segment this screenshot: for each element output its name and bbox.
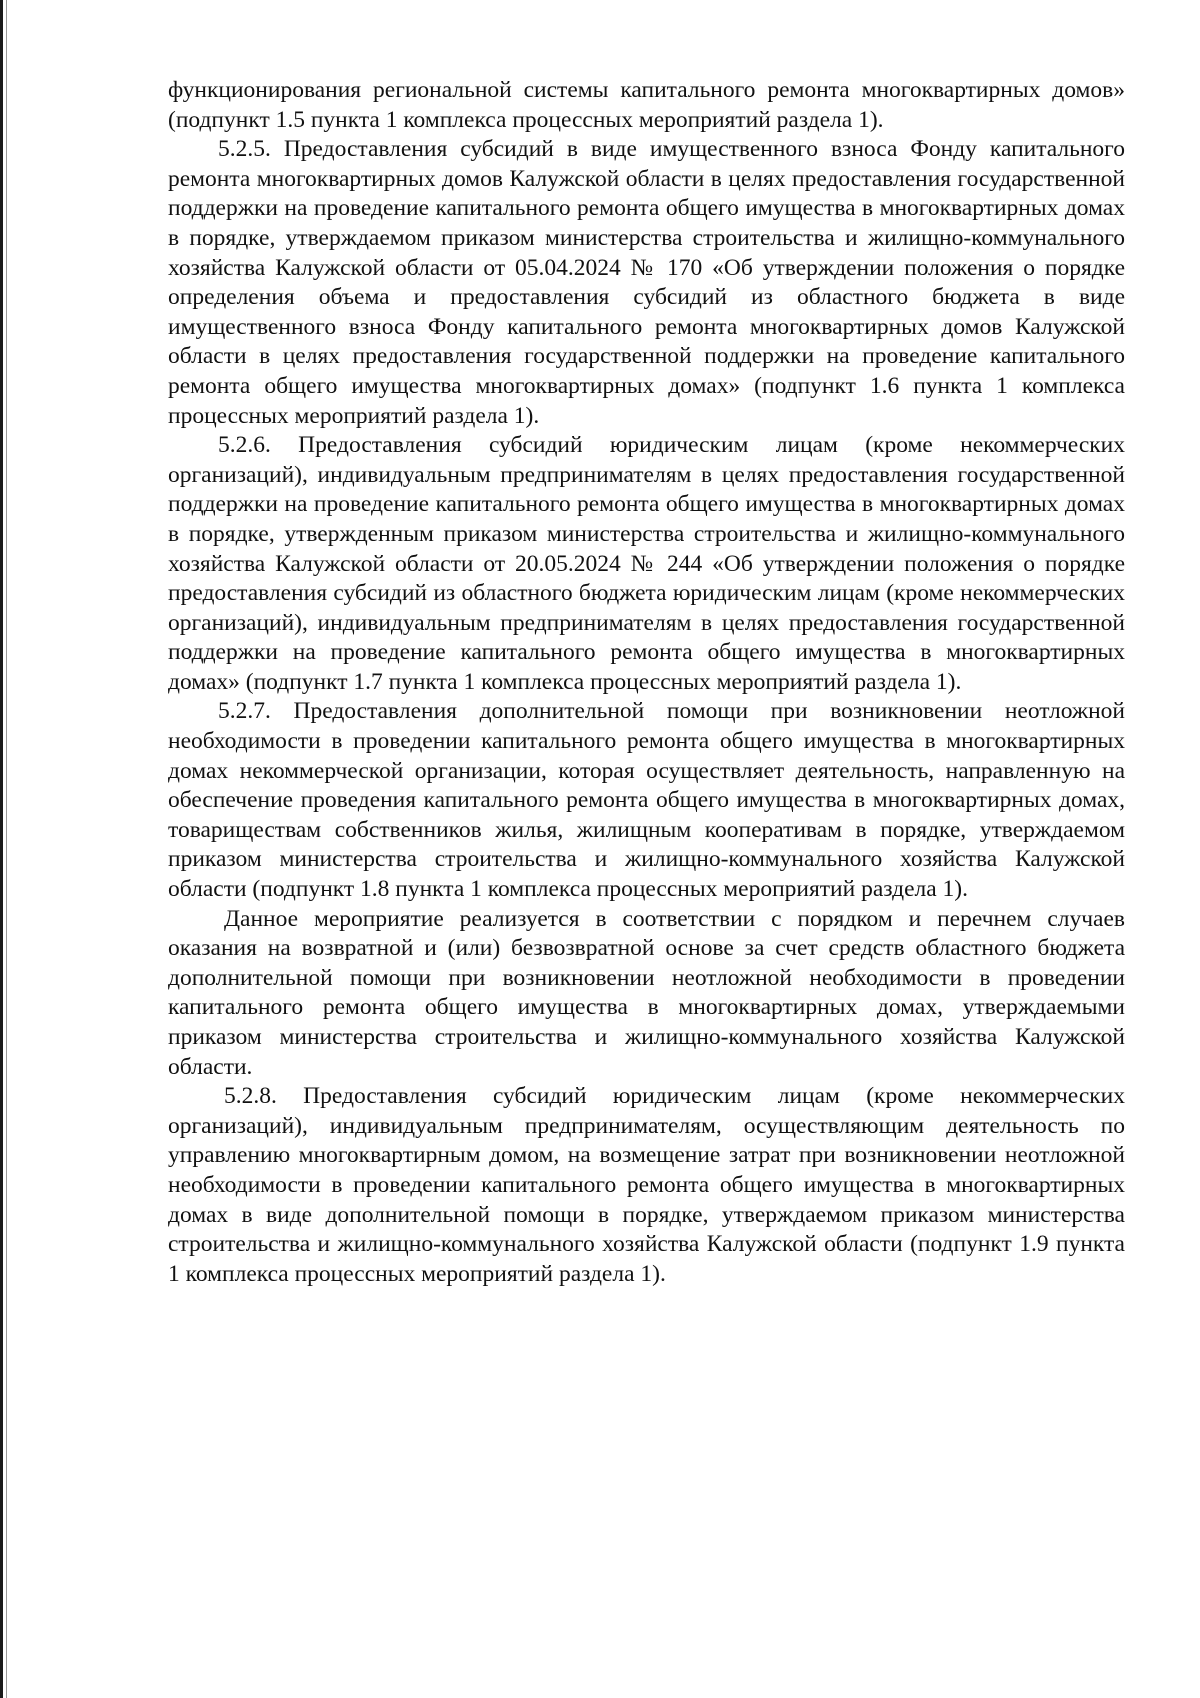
paragraph-5-2-5: 5.2.5. Предоставления субсидий в виде имущественного взноса Фонду капитального ремонта многоквартирных домов Калужской области в целях предоставления государственной поддержки на проведение капитального ремонта общего имущества в многоквартирных домах в порядке, утверждаемом приказом министерства строительства и жилищно-коммунального хозяйства Калужской области от 05.04.2024 № 170 «Об утверждении положения о порядке определения объема и предоставления субсидий из областного бюджета в виде имущественного взноса Фонду капитального ремонта многоквартирных домов Калужской области в целях предоставления государственной поддержки на проведение капитального ремонта общего имущества многоквартирных домах» (подпункт 1.6 пункта 1 комплекса процессных мероприятий раздела 1). — [168, 136, 1125, 429]
document-page — [168, 76, 1125, 1289]
paragraph-implementation-note: Данное мероприятие реализуется в соответствии с порядком и перечнем случаев оказания на возвратной и (или) безвозвратной основе за счет средств областного бюджета дополнительной помощи при возникновении неотложной необходимости в проведении капитального ремонта общего имущества в многоквартирных домах, утверждаемыми приказом министерства строительства и жилищно-коммунального хозяйства Калужской области. — [168, 905, 1125, 1080]
scan-edge-shadow — [0, 0, 3, 1698]
paragraph-5-2-8: 5.2.8. Предоставления субсидий юридическим лицам (кроме некоммерческих организаций), индивидуальным предпринимателям, осуществляющим деятельность по управлению многоквартирным домом, на возмещение затрат при возникновении неотложной необходимости в проведении капитального ремонта общего имущества в многоквартирных домах в виде дополнительной помощи в порядке, утверждаемом приказом министерства строительства и жилищно-коммунального хозяйства Калужской области (подпункт 1.9 пункта 1 комплекса процессных мероприятий раздела 1). — [168, 1083, 1125, 1287]
scan-edge-line — [6, 0, 7, 1698]
paragraph-5-2-7: 5.2.7. Предоставления дополнительной помощи при возникновении неотложной необходимости в проведении капитального ремонта общего имущества в многоквартирных домах некоммерческой организации, которая осуществляет деятельность, направленную на обеспечение проведения капитального ремонта общего имущества в многоквартирных домах, товариществам собственников жилья, жилищным кооперативам в порядке, утверждаемом приказом министерства строительства и жилищно-коммунального хозяйства Калужской области (подпункт 1.8 пункта 1 комплекса процессных мероприятий раздела 1). — [168, 698, 1125, 903]
paragraph-5-2-6: 5.2.6. Предоставления субсидий юридическим лицам (кроме некоммерческих организаций), индивидуальным предпринимателям в целях предоставления государственной поддержки на проведение капитального ремонта общего имущества в многоквартирных домах в порядке, утвержденным приказом министерства строительства и жилищно-коммунального хозяйства Калужской области от 20.05.2024 № 244 «Об утверждении положения о порядке предоставления субсидий из областного бюджета юридическим лицам (кроме некоммерческих организаций), индивидуальным предпринимателям в целях предоставления государственной поддержки на проведение капитального ремонта общего имущества в многоквартирных домах» (подпункт 1.7 пункта 1 комплекса процессных мероприятий раздела 1). — [168, 432, 1125, 695]
paragraph-continuation: функционирования региональной системы капитального ремонта многоквартирных домов» (подпункт 1.5 пункта 1 комплекса процессных мероприятий раздела 1). — [168, 77, 1125, 133]
